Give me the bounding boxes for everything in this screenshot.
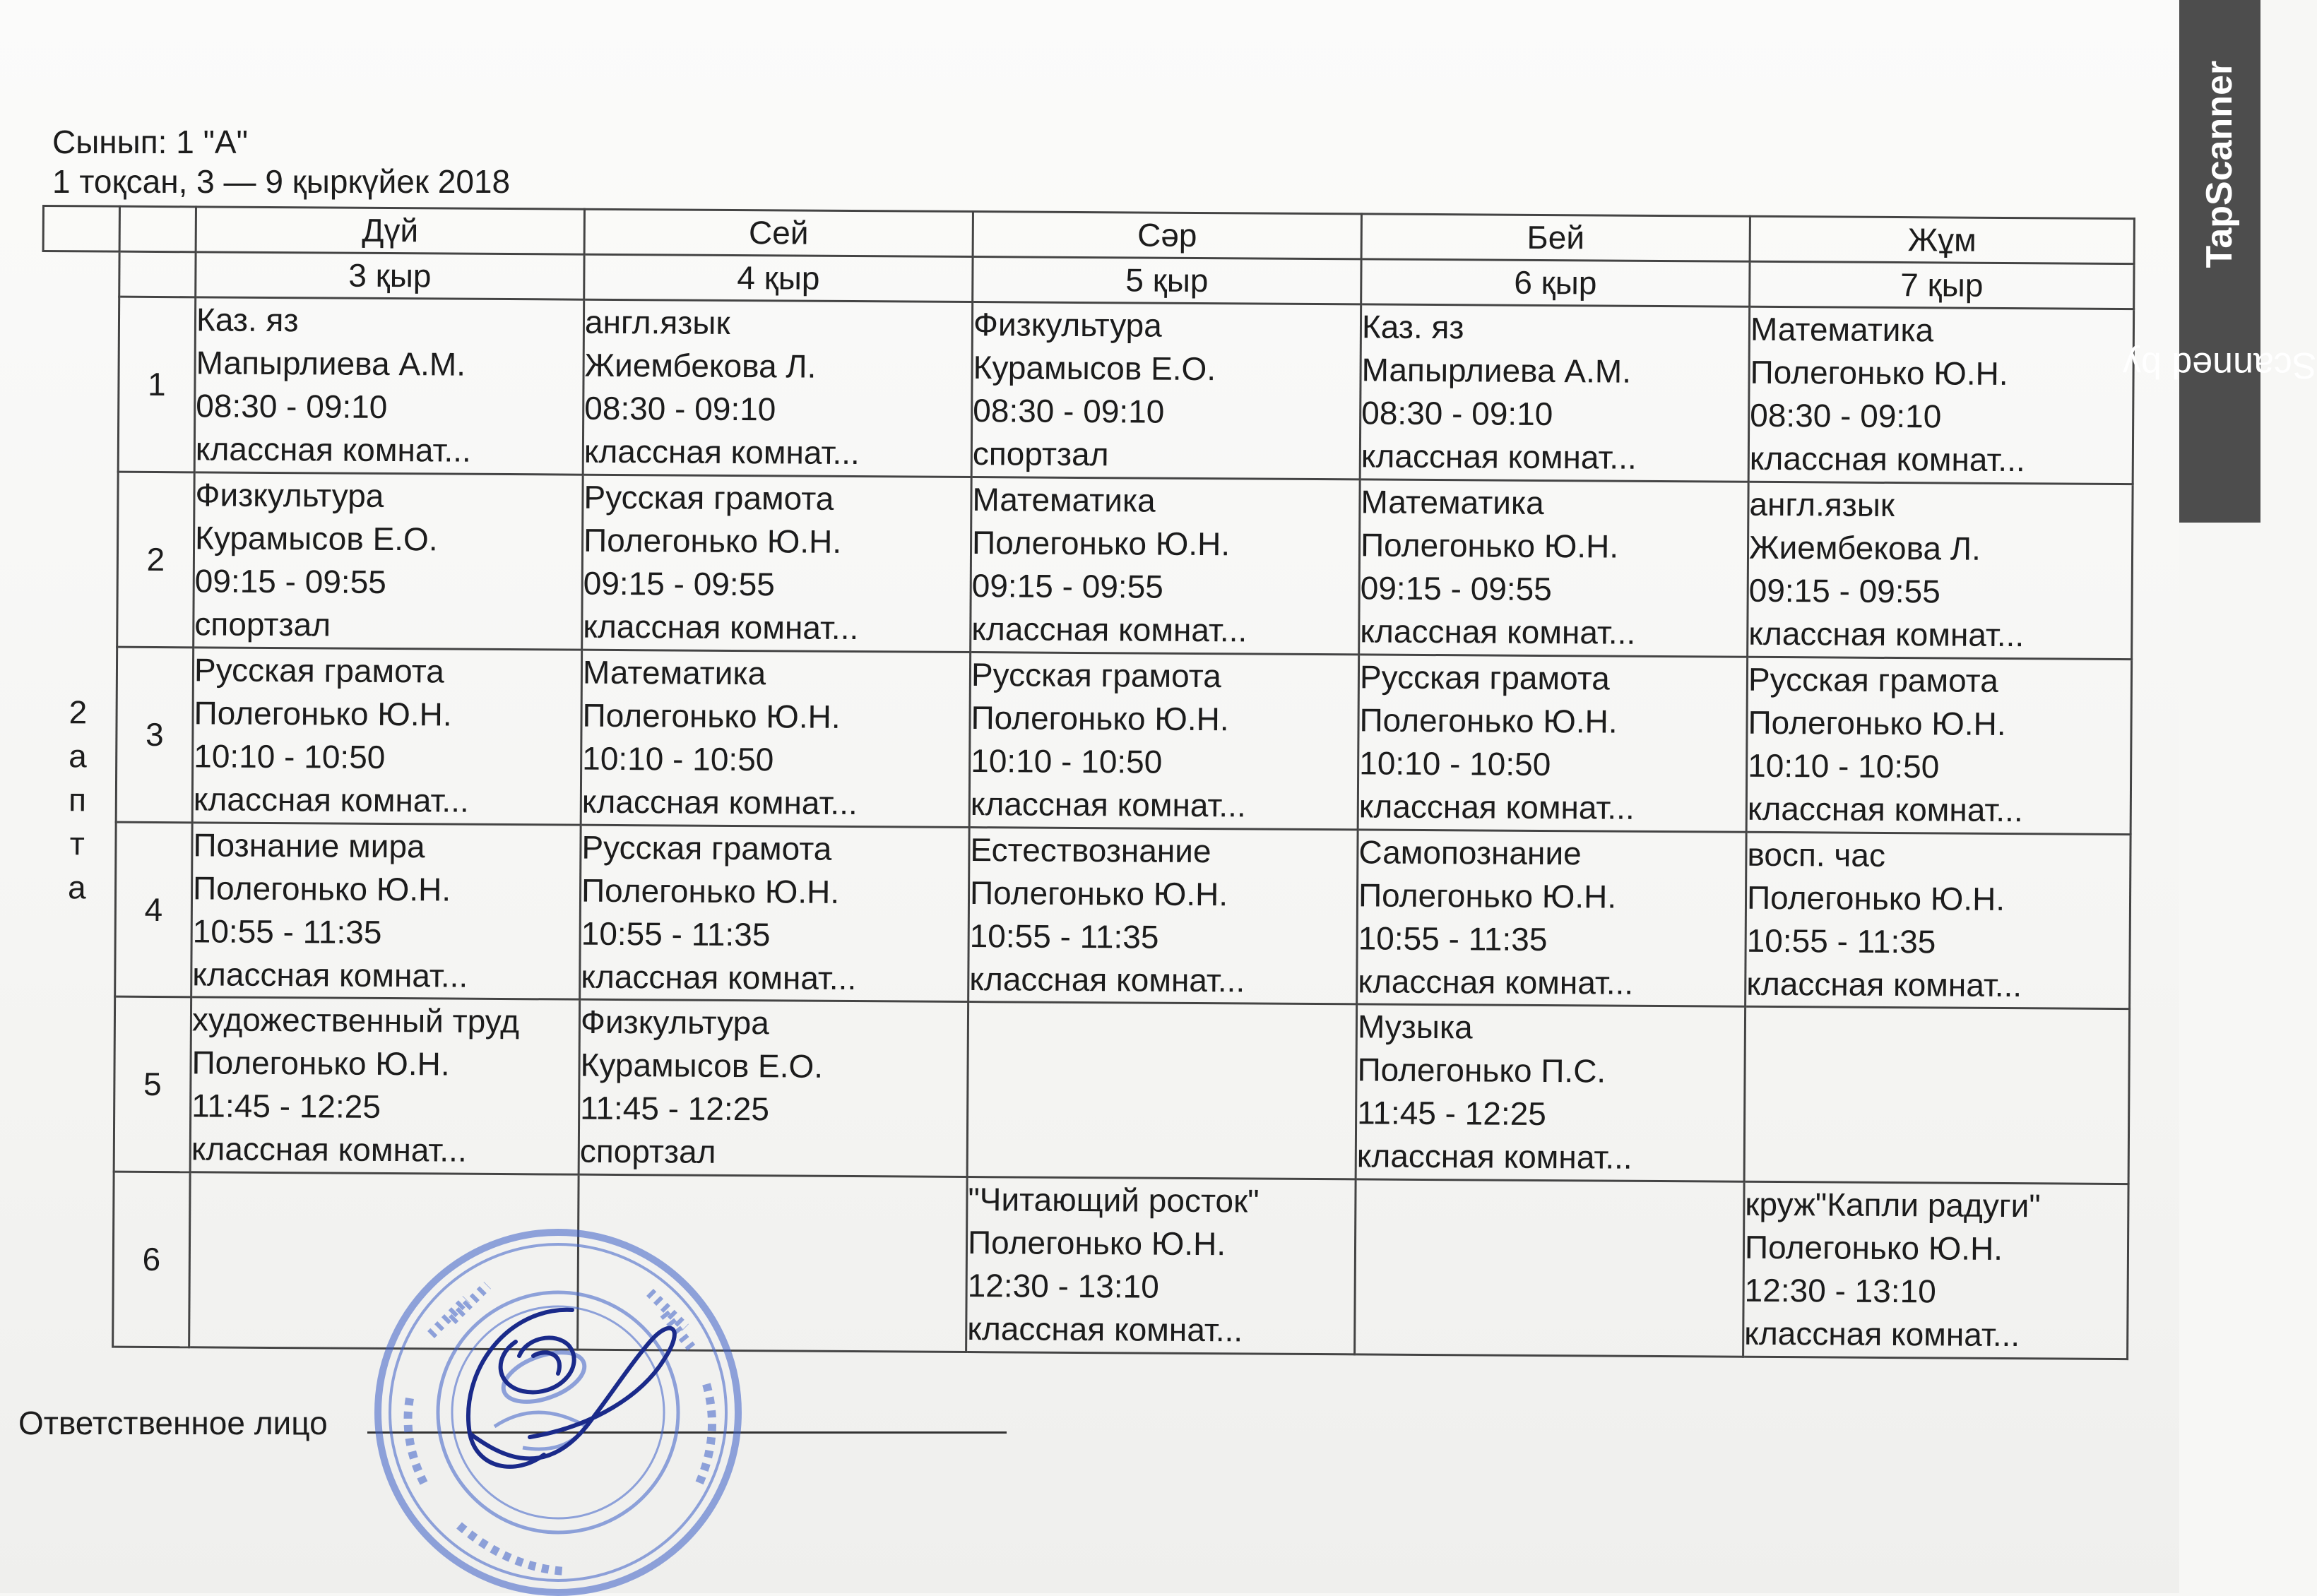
date-header: 5 қыр — [973, 257, 1361, 305]
lesson-subject: восп. час — [1747, 835, 1886, 874]
lesson-time: 10:55 - 11:35 — [192, 912, 382, 951]
lesson-subject: Русская грамота — [1748, 660, 1998, 699]
lesson-time: 09:15 - 09:55 — [194, 562, 387, 601]
lesson-time: 10:10 - 10:50 — [194, 737, 386, 775]
lesson-number: 6 — [113, 1172, 191, 1347]
lesson-cell — [968, 827, 1358, 1004]
lesson-teacher: Полегонько Ю.Н. — [1750, 354, 2008, 393]
lesson-room: спортзал — [972, 435, 1109, 473]
lesson-number: 5 — [114, 997, 191, 1172]
lesson-cell — [580, 825, 970, 1002]
class-label: Сынып: 1 "А" — [52, 124, 248, 160]
lesson-teacher: Полегонько Ю.Н. — [971, 698, 1229, 738]
lesson-time: 08:30 - 09:10 — [973, 392, 1165, 431]
lesson-time: 11:45 - 12:25 — [191, 1087, 381, 1126]
lesson-room: классная комнат... — [1749, 440, 2025, 479]
lesson-time: 11:45 - 12:25 — [1357, 1094, 1547, 1133]
lesson-cell — [1358, 655, 1748, 832]
week-letter: а — [67, 869, 86, 906]
lesson-teacher: Полегонько Ю.Н. — [583, 521, 842, 561]
lesson-cell — [579, 1000, 968, 1177]
lesson-room: классная комнат... — [1361, 437, 1637, 477]
lesson-row — [39, 821, 2131, 1009]
lesson-subject: Познание мира — [193, 826, 425, 864]
lesson-room: спортзал — [194, 605, 331, 643]
corner-cell — [119, 206, 196, 252]
lesson-time: 08:30 - 09:10 — [196, 387, 388, 426]
lesson-room: классная комнат... — [969, 960, 1245, 999]
lesson-cell — [971, 302, 1361, 480]
lesson-subject: Русская грамота — [194, 651, 444, 690]
lesson-room: классная комнат... — [1358, 787, 1635, 826]
lesson-number: 4 — [115, 822, 193, 997]
lesson-room: классная комнат... — [1358, 963, 1634, 1001]
lesson-room: классная комнат... — [1746, 965, 2022, 1004]
lesson-time: 11:45 - 12:25 — [580, 1090, 770, 1128]
lesson-subject: англ.язык — [584, 304, 730, 342]
lesson-time: 12:30 - 13:10 — [967, 1267, 1159, 1305]
lesson-cell-empty — [1744, 1007, 2130, 1184]
lesson-teacher: Полегонько Ю.Н. — [582, 696, 841, 735]
lesson-cell — [966, 1177, 1356, 1354]
lesson-cell — [191, 822, 581, 999]
lesson-teacher: Курамысов Е.О. — [973, 349, 1216, 388]
lesson-subject: Физкультура — [973, 306, 1162, 345]
lesson-teacher: Мапырлиева А.М. — [1361, 351, 1632, 391]
lesson-room: спортзал — [579, 1133, 716, 1171]
lesson-room: классная комнат... — [1744, 1314, 2020, 1354]
lesson-teacher: Полегонько Ю.Н. — [1746, 879, 2005, 917]
lesson-room: классная комнат... — [191, 1130, 467, 1169]
lesson-teacher: Полегонько Ю.Н. — [1358, 876, 1617, 915]
corner-cell — [43, 206, 119, 252]
lesson-teacher: Полегонько Ю.Н. — [581, 871, 840, 910]
lesson-row — [37, 996, 2129, 1184]
day-header: Сәр — [973, 212, 1361, 260]
lesson-subject: Каз. яз — [1361, 308, 1464, 346]
lesson-teacher: Полегонько Ю.Н. — [1359, 701, 1618, 740]
lesson-cell — [1748, 482, 2133, 659]
lesson-time: 10:55 - 11:35 — [1358, 919, 1548, 958]
lesson-teacher: Жиембекова Л. — [1748, 528, 1981, 567]
lesson-subject: Физкультура — [195, 476, 384, 515]
lesson-subject: Физкультура — [580, 1004, 769, 1042]
lesson-time: 10:10 - 10:50 — [582, 739, 774, 778]
lesson-cell — [969, 652, 1359, 829]
lesson-cell — [1746, 657, 2132, 834]
lesson-subject: "Читающий росток" — [968, 1181, 1260, 1220]
lesson-cell-empty — [967, 1002, 1357, 1179]
responsible-person-label: Ответственное лицо — [18, 1405, 328, 1441]
lesson-time: 09:15 - 09:55 — [971, 567, 1163, 605]
lesson-room: классная комнат... — [583, 433, 860, 472]
lesson-cell — [1356, 1004, 1746, 1181]
lesson-row — [37, 1172, 2128, 1359]
lesson-room: классная комнат... — [193, 780, 469, 819]
lesson-cell — [194, 297, 584, 475]
lesson-subject: Русская грамота — [1359, 658, 1610, 697]
lesson-subject: Математика — [582, 653, 766, 692]
lesson-teacher: Жиембекова Л. — [584, 347, 817, 386]
week-letter: п — [68, 781, 87, 818]
day-header: Бей — [1361, 214, 1750, 262]
lesson-teacher: Полегонько Ю.Н. — [191, 1044, 450, 1083]
day-header: Дүй — [196, 207, 584, 255]
official-stamp — [353, 1215, 777, 1596]
date-header: 7 қыр — [1750, 261, 2134, 309]
lesson-time: 10:55 - 11:35 — [969, 917, 1159, 955]
stamp-seal — [378, 1232, 738, 1592]
lesson-time: 10:10 - 10:50 — [1359, 744, 1551, 782]
lesson-room: классная комнат... — [1747, 790, 2023, 829]
date-header: 3 қыр — [196, 252, 584, 300]
lesson-time: 10:10 - 10:50 — [1748, 746, 1940, 785]
lesson-cell — [190, 997, 580, 1174]
week-label — [37, 251, 119, 1347]
lesson-subject: Математика — [1361, 483, 1544, 522]
schedule-table — [35, 205, 2135, 1360]
lesson-subject: Естествознание — [970, 830, 1211, 869]
lesson-room: классная комнат... — [967, 1310, 1243, 1349]
watermark-brand: TapScanner — [2199, 60, 2241, 268]
lesson-number: 2 — [117, 472, 195, 647]
lesson-teacher: Полегонько Ю.Н. — [1744, 1228, 2003, 1268]
lesson-room: классная комнат... — [581, 782, 858, 821]
day-header: Сей — [584, 209, 973, 257]
scanner-watermark — [2123, 0, 2317, 523]
lesson-time: 10:55 - 11:35 — [1746, 922, 1936, 960]
lesson-time: 08:30 - 09:10 — [584, 390, 776, 428]
lesson-cell — [192, 648, 582, 825]
lesson-cell — [581, 650, 971, 827]
lesson-cell — [582, 475, 972, 652]
lesson-time: 08:30 - 09:10 — [1361, 394, 1553, 433]
lesson-number: 3 — [116, 647, 194, 822]
lesson-room: классная комнат... — [192, 955, 468, 994]
lesson-subject: Русская грамота — [583, 478, 834, 517]
lesson-room: классная комнат... — [583, 607, 859, 647]
watermark-prefix: Scanned by — [2123, 344, 2317, 386]
lesson-subject: Самопознание — [1358, 833, 1582, 871]
scanner-watermark-text — [2123, 60, 2317, 462]
lesson-teacher: Полегонько Ю.Н. — [971, 524, 1231, 563]
lesson-cell — [1748, 307, 2134, 484]
lesson-room: классная комнат... — [195, 430, 471, 470]
lesson-row — [42, 297, 2133, 484]
lesson-subject: англ.язык — [1749, 485, 1895, 524]
lesson-cell — [1359, 480, 1749, 657]
lesson-time: 10:55 - 11:35 — [581, 915, 771, 953]
lesson-teacher: Полегонько Ю.Н. — [1360, 526, 1619, 565]
lesson-time: 08:30 - 09:10 — [1750, 397, 1942, 435]
lesson-teacher: Полегонько П.С. — [1357, 1051, 1606, 1090]
lesson-subject: Музыка — [1357, 1008, 1473, 1046]
lesson-teacher: Курамысов Е.О. — [194, 519, 438, 558]
lesson-subject: Математика — [972, 481, 1156, 519]
lesson-time: 10:10 - 10:50 — [971, 742, 1163, 780]
lesson-subject: Математика — [1750, 311, 1934, 349]
week-letter: т — [69, 825, 85, 862]
lesson-room: классная комнат... — [971, 610, 1248, 649]
lesson-subject: круж"Капли радуги" — [1745, 1185, 2041, 1225]
corner-cell — [119, 251, 196, 297]
lesson-teacher: Мапырлиева А.М. — [196, 344, 466, 383]
lesson-time: 09:15 - 09:55 — [1748, 571, 1940, 610]
date-header: 4 қыр — [584, 254, 973, 302]
lesson-room: классная комнат... — [581, 958, 857, 996]
lesson-cell — [1746, 832, 2131, 1009]
lesson-time: 12:30 - 13:10 — [1744, 1271, 1936, 1310]
lesson-room: классная комнат... — [1748, 614, 2025, 654]
lesson-subject: Каз. яз — [196, 301, 299, 339]
lesson-cell — [1743, 1181, 2129, 1359]
lesson-time: 09:15 - 09:55 — [1360, 569, 1552, 608]
lesson-row — [40, 646, 2131, 834]
lesson-teacher: Курамысов Е.О. — [580, 1047, 824, 1085]
lesson-row — [41, 472, 2133, 660]
lesson-cell — [971, 477, 1361, 655]
lesson-subject: Русская грамота — [971, 655, 1221, 695]
lesson-teacher: Полегонько Ю.Н. — [194, 694, 452, 733]
date-header: 6 қыр — [1361, 259, 1750, 307]
lesson-room: классная комнат... — [970, 785, 1246, 824]
lesson-teacher: Полегонько Ю.Н. — [192, 869, 451, 908]
lesson-subject: художественный труд — [191, 1001, 520, 1040]
lesson-cell — [194, 472, 583, 650]
lesson-number: 1 — [118, 297, 196, 472]
lesson-room: классная комнат... — [1360, 612, 1636, 651]
lesson-teacher: Полегонько Ю.Н. — [969, 874, 1228, 912]
lesson-cell — [1357, 830, 1747, 1007]
lesson-teacher: Полегонько Ю.Н. — [1748, 703, 2006, 742]
lesson-subject: Русская грамота — [581, 828, 832, 867]
period-label: 1 тоқсан, 3 — 9 қыркүйек 2018 — [52, 163, 511, 200]
week-letter: а — [69, 737, 87, 775]
lesson-cell — [1360, 304, 1750, 482]
lesson-cell-empty — [1355, 1179, 1745, 1357]
lesson-room: классная комнат... — [1356, 1137, 1632, 1177]
lesson-teacher: Полегонько Ю.Н. — [967, 1224, 1226, 1263]
day-header: Жұм — [1750, 216, 2134, 264]
lesson-cell — [583, 300, 973, 477]
week-letter: 2 — [69, 693, 88, 731]
lesson-time: 09:15 - 09:55 — [583, 564, 776, 603]
